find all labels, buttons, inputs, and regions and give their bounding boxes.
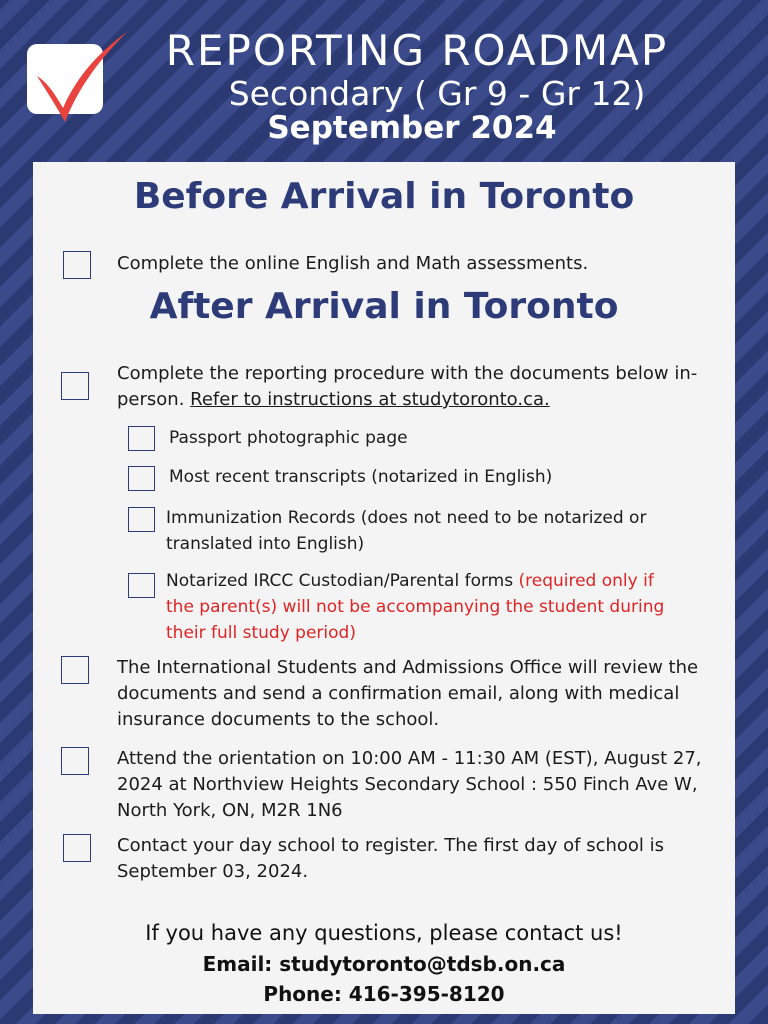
orientation-text: Attend the orientation on 10:00 AM - 11:30 AM (EST), August 27, 2024 at Northview Heights Secondary School : 550 Finch Ave W, North York, ON, M2R 1N6 [117,748,702,821]
ircc-forms-note: (required only if the parent(s) will not be accompanying the student during their full study period) [166,571,665,643]
immunization-text: Immunization Records (does not need to be notarized or translated into English) [166,508,647,554]
contact-email[interactable]: Email: studytoronto@tdsb.on.ca [202,952,566,976]
ircc-forms-label: Notarized IRCC Custodian/Parental forms [166,571,519,591]
checkbox-orientation[interactable] [61,747,89,775]
reporting-procedure-text [117,361,717,413]
page-title: REPORTING ROADMAP [165,26,669,75]
before-arrival-heading: Before Arrival in Toronto [133,176,635,217]
online-assessments-text: Complete the online English and Math assessments. [117,253,589,274]
checkbox-day-school[interactable] [63,834,91,862]
transcripts-text: Most recent transcripts (notarized in English) [169,467,553,487]
reporting-procedure-label: Complete the reporting procedure with the documents below in-person. [117,363,698,410]
page-date: September 2024 [267,110,557,146]
ircc-forms-text [166,568,686,646]
checkbox-transcripts[interactable] [128,466,155,491]
page-subtitle: Secondary ( Gr 9 - Gr 12) [228,74,646,113]
day-school-text: Contact your day school to register. The first day of school is September 03, 2024. [117,835,665,882]
checkbox-passport[interactable] [128,426,155,451]
contact-phone[interactable]: Phone: 416-395-8120 [263,982,505,1006]
checkbox-online-assessments[interactable] [63,251,91,279]
after-arrival-heading: After Arrival in Toronto [149,286,619,327]
checkbox-ircc-forms[interactable] [128,573,155,598]
roadmap-card [33,162,735,1014]
checkbox-immunization[interactable] [128,507,155,532]
checkbox-reporting-procedure[interactable] [61,372,89,400]
checkbox-admissions-review[interactable] [61,656,89,684]
instructions-link[interactable]: Refer to instructions at studytoronto.ca. [190,389,550,410]
passport-text: Passport photographic page [169,428,408,448]
contact-prompt: If you have any questions, please contact us! [145,921,623,945]
logo-box [27,44,103,114]
admissions-review-text: The International Students and Admissions Office will review the documents and send a confirmation email, along with medical insurance documents to the school. [117,657,699,730]
